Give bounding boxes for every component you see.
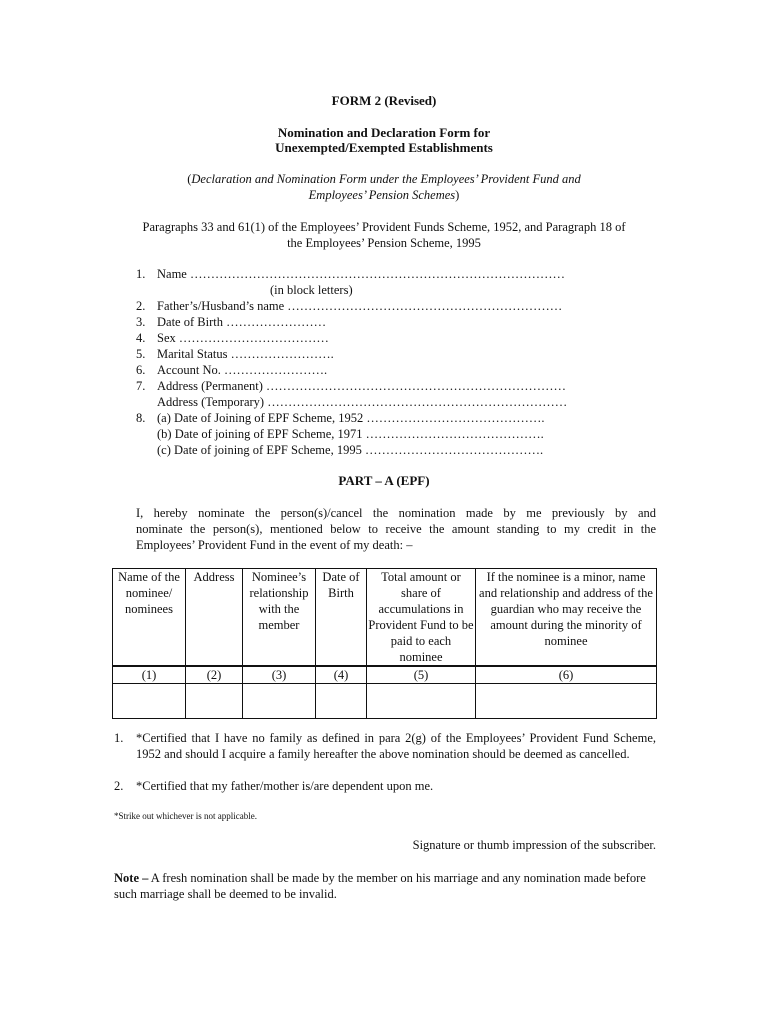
nominee-table — [112, 568, 657, 719]
cert-text: *Certified that I have no family as defined in para 2(g) of the Employees’ Provident Fund Scheme, 1952 and should I acquire a family hereafter the above nomination should be deemed as cancelled. — [136, 731, 656, 761]
declaration-text-1: Declaration and Nomination Form under the Employees’ Provident Fund and — [191, 172, 581, 186]
field-label: Sex ……………………………… — [157, 331, 329, 345]
col-number: (3) — [243, 666, 316, 684]
col-number: (6) — [476, 666, 657, 684]
nomination-text-1: I, hereby nominate the person(s)/cancel the nomination made by me previously by and — [136, 506, 656, 520]
field-number: 6. — [136, 363, 146, 377]
col-number: (4) — [316, 666, 367, 684]
field-label: Name ……………………………………………………………………………… — [157, 267, 565, 281]
form-title: FORM 2 (Revised) — [331, 93, 437, 108]
col-header-name: Name of the nominee/ nominees — [113, 569, 186, 667]
declaration-line2 — [0, 188, 768, 203]
field-label: Account No. ……………………. — [157, 363, 328, 377]
cell-amount[interactable] — [367, 684, 476, 719]
cert-text: *Certified that my father/mother is/are dependent upon me. — [136, 779, 434, 793]
form-subtitle-line1: Nomination and Declaration Form for — [277, 125, 491, 140]
form-subtitle-line2: Unexempted/Exempted Establishments — [275, 140, 493, 155]
table-row[interactable] — [113, 684, 657, 719]
col-number: (1) — [113, 666, 186, 684]
cell-relationship[interactable] — [243, 684, 316, 719]
note-label: Note – — [114, 871, 149, 885]
field-label: Address (Permanent) ……………………………………………………………… — [157, 379, 566, 393]
cell-dob[interactable] — [316, 684, 367, 719]
table-number-row — [113, 666, 657, 684]
field-number: 1. — [136, 267, 146, 281]
cell-address[interactable] — [186, 684, 243, 719]
nomination-line2 — [136, 521, 656, 537]
note-text: A fresh nomination shall be made by the member on his marriage and any nomination made before such marriage shall be deemed to be invalid. — [114, 871, 646, 901]
paragraph-ref-line2: the Employees’ Pension Scheme, 1995 — [287, 236, 481, 250]
cell-name[interactable] — [113, 684, 186, 719]
field-label: (c) Date of joining of EPF Scheme, 1995 ……………………………………. — [157, 443, 544, 457]
nomination-text-3: Employees’ Provident Fund in the event of my death: – — [136, 538, 413, 552]
field-label: (b) Date of joining of EPF Scheme, 1971 ……………………………………. — [157, 427, 544, 441]
field-number: 3. — [136, 315, 146, 329]
cert-number: 2. — [114, 779, 124, 793]
marriage-note — [114, 870, 654, 902]
field-number: 2. — [136, 299, 146, 313]
paragraph-ref-line1: Paragraphs 33 and 61(1) of the Employees’ Provident Funds Scheme, 1952, and Paragraph 18 of — [142, 220, 626, 234]
nomination-line3 — [136, 537, 656, 553]
strike-out-note: *Strike out whichever is not applicable. — [114, 811, 257, 821]
part-a-heading: PART – A (EPF) — [338, 473, 430, 488]
col-header-dob: Date of Birth — [316, 569, 367, 667]
col-header-amount: Total amount or share of accumulations in Provident Fund to be paid to each nominee — [368, 570, 474, 664]
cell-guardian[interactable] — [476, 684, 657, 719]
field-label: Date of Birth …………………… — [157, 315, 327, 329]
field-label: Marital Status ……………………. — [157, 347, 334, 361]
cert-number: 1. — [114, 731, 124, 745]
field-number: 4. — [136, 331, 146, 345]
field-label: (a) Date of Joining of EPF Scheme, 1952 ……………………………………. — [157, 411, 545, 425]
field-label: Father’s/Husband’s name ………………………………………………………… — [157, 299, 563, 313]
col-header-address: Address — [186, 569, 243, 667]
field-label: Address (Temporary) ……………………………………………………………… — [157, 395, 568, 409]
declaration-text-2: Employees’ Pension Schemes — [308, 188, 456, 202]
field-number: 7. — [136, 379, 146, 393]
col-header-guardian: If the nominee is a minor, name and relationship and address of the guardian who may receive the amount during the minority of nominee — [476, 569, 657, 667]
field-number: 8. — [136, 411, 146, 425]
certification-2 — [114, 778, 656, 794]
field-hint: (in block letters) — [270, 283, 353, 297]
field-number: 5. — [136, 347, 146, 361]
col-number: (5) — [367, 666, 476, 684]
table-header-row — [113, 569, 657, 667]
declaration-line1 — [0, 172, 768, 187]
paren-close: ) — [455, 188, 460, 202]
nomination-line1 — [136, 505, 656, 521]
col-header-relationship: Nominee’s relationship with the member — [243, 569, 316, 667]
col-number: (2) — [186, 666, 243, 684]
paren-open: ( — [187, 172, 192, 186]
certification-1 — [114, 730, 656, 778]
signature-line: Signature or thumb impression of the subscriber. — [412, 838, 656, 852]
nomination-text-2: nominate the person(s), mentioned below to receive the amount standing to my credit in the — [136, 522, 656, 536]
